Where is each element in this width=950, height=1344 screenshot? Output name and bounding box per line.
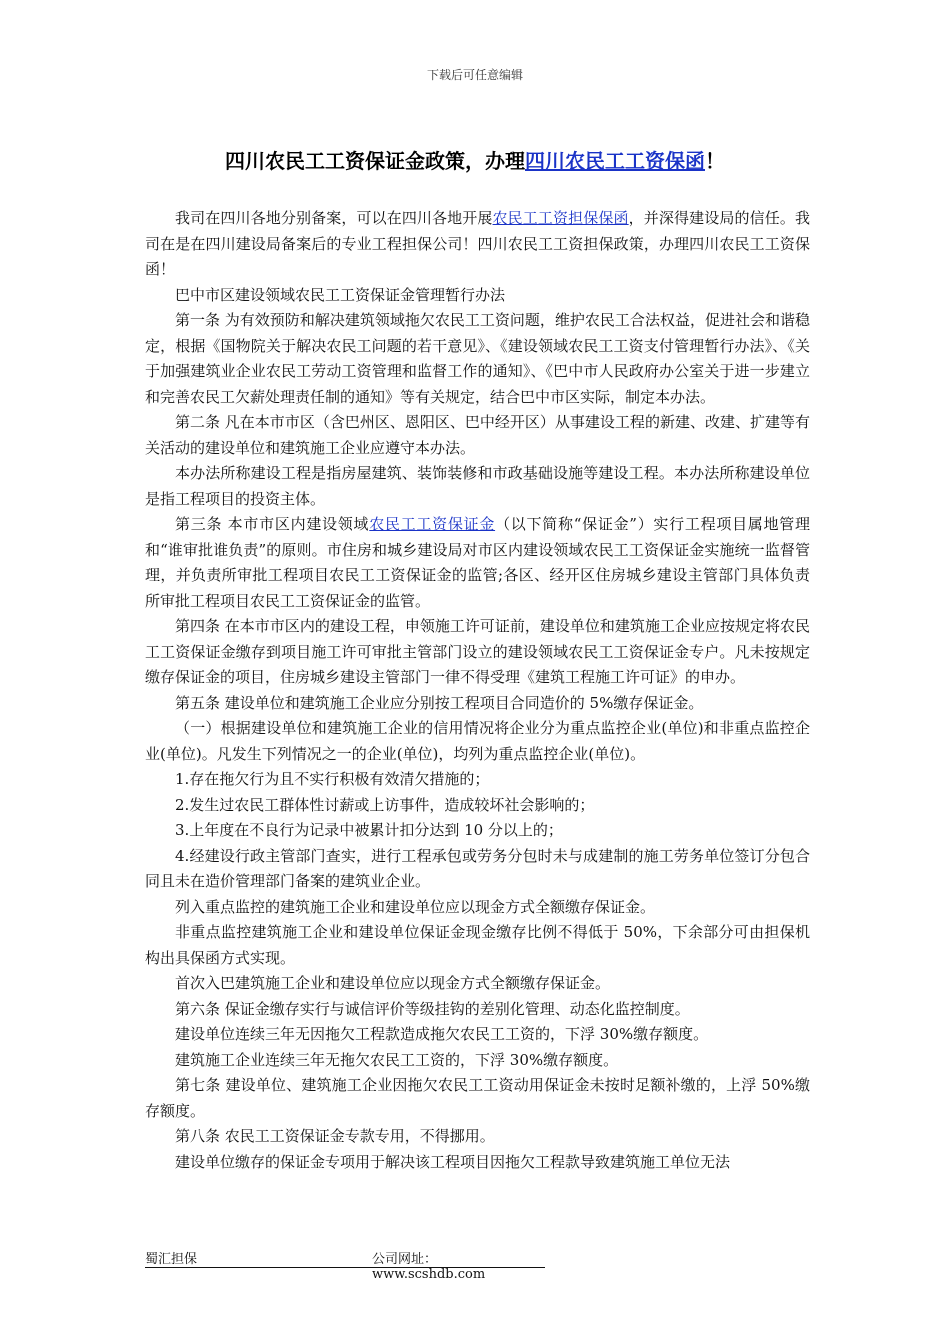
article-2: 第二条 凡在本市市区（含巴州区、恩阳区、巴中经开区）从事建设工程的新建、改建、扩建等有关活动的建设单位和建筑施工企业应遵守本办法。 [145,413,810,457]
deposit-link[interactable]: 农民工工资保证金 [369,515,496,533]
article-3-text-2: （以下简称“保证金”）实行工程项目属地管理和“谁审批谁负责”的原则。市住房和城乡建设局对市区内建设领域农民工工资保证金实施统一监督管理，并负责所审批工程项目农民工工资保证金的监管;各区、经开区住房城乡建设主管部门具体负责所审批工程项目农民工工资保证金的监管。 [145,515,810,610]
article-5: 第五条 建设单位和建筑施工企业应分别按工程项目合同造价的 5%缴存保证金。 [175,693,704,712]
body-paragraph: 建设单位连续三年无因拖欠工程款造成拖欠农民工工资的，下浮 30%缴存额度。 [175,1025,709,1043]
title-prefix: 四川农民工工资保证金政策，办理 [225,149,525,173]
article-7: 第七条 建设单位、建筑施工企业因拖欠农民工工资动用保证金未按时足额补缴的，上浮 50%缴存额度。 [145,1076,810,1120]
body-paragraph: 列入重点监控的建筑施工企业和建设单位应以现金方式全额缴存保证金。 [175,897,656,916]
regulation-heading: 巴中市区建设领域农民工工资保证金管理暂行办法 [175,285,506,304]
guarantee-link[interactable]: 农民工工资担保保函 [492,209,629,227]
header-note: 下载后可任意编辑 [426,68,523,82]
article-3-text-1: 第三条 本市市区内建设领域 [175,515,370,533]
article-4: 第四条 在本市市区内的建设工程，申领施工许可证前，建设单位和建筑施工企业应按规定将农民工工资保证金缴存到项目施工许可审批主管部门设立的建设领域农民工工资保证金专户。凡未按规定缴存保证金的项目，住房城乡建设主管部门一律不得受理《建筑工程施工许可证》的申办。 [145,617,810,686]
intro-text-1: 我司在四川各地分别备案，可以在四川各地开展 [175,209,493,227]
document-body [145,206,810,1175]
list-item: 1.存在拖欠行为且不实行积极有效清欠措施的； [175,770,490,788]
list-item: 2.发生过农民工群体性讨薪或上访事件，造成较坏社会影响的； [175,795,595,814]
body-paragraph: 非重点监控建筑施工企业和建设单位保证金现金缴存比例不得低于 50%，下余部分可由担保机构出具保函方式实现。 [145,923,810,967]
document-title [140,145,810,174]
article-1: 第一条 为有效预防和解决建筑领域拖欠农民工工资问题，维护农民工合法权益，促进社会和谐稳定，根据《国物院关于解决农民工问题的若干意见》、《建设领域农民工工资支付管理暂行办法》、《关于加强建筑业企业农民工劳动工资管理和监督工作的通知》、《巴中市人民政府办公室关于进一步建立和完善农民工欠薪处理责任制的通知》等有关规定，结合巴中市区实际，制定本办法。 [145,311,810,406]
list-item: 3.上年度在不良行为记录中被累计扣分达到 10 分以上的； [175,821,563,839]
page-footer [145,1248,545,1282]
body-paragraph: 建筑施工企业连续三年无拖欠农民工工资的，下浮 30%缴存额度。 [175,1050,619,1069]
body-paragraph: 建设单位缴存的保证金专项用于解决该工程项目因拖欠工程款导致建筑施工单位无法 [175,1152,731,1171]
title-suffix: ！ [705,149,725,173]
article-3 [145,512,810,614]
article-6: 第六条 保证金缴存实行与诚信评价等级挂钩的差别化管理、动态化监控制度。 [175,999,690,1018]
intro-paragraph [145,206,810,283]
footer-website: 公司网址：www.scshdb.com [372,1252,486,1282]
article-8: 第八条 农民工工资保证金专款专用，不得挪用。 [175,1127,495,1145]
list-item: 4.经建设行政主管部门查实，进行工程承包或劳务分包时未与成建制的施工劳务单位签订分包合同且未在造价管理部门备案的建筑业企业。 [145,846,810,890]
definition-paragraph: 本办法所称建设工程是指房屋建筑、装饰装修和市政基础设施等建设工程。本办法所称建设单位是指工程项目的投资主体。 [145,464,810,508]
clause-1: （一）根据建设单位和建筑施工企业的信用情况将企业分为重点监控企业(单位)和非重点监控企业(单位)。凡发生下列情况之一的企业(单位)，均列为重点监控企业(单位)。 [145,719,810,763]
intro-text-2: ，并深得建设局的信任。我司在是在四川建设局备案后的专业工程担保公司！四川农民工工资担保政策，办理四川农民工工资保函！ [145,209,810,278]
footer-company: 蜀汇担保 [145,1252,198,1267]
body-paragraph: 首次入巴建筑施工企业和建设单位应以现金方式全额缴存保证金。 [175,974,611,992]
title-link[interactable]: 四川农民工工资保函 [525,149,705,173]
